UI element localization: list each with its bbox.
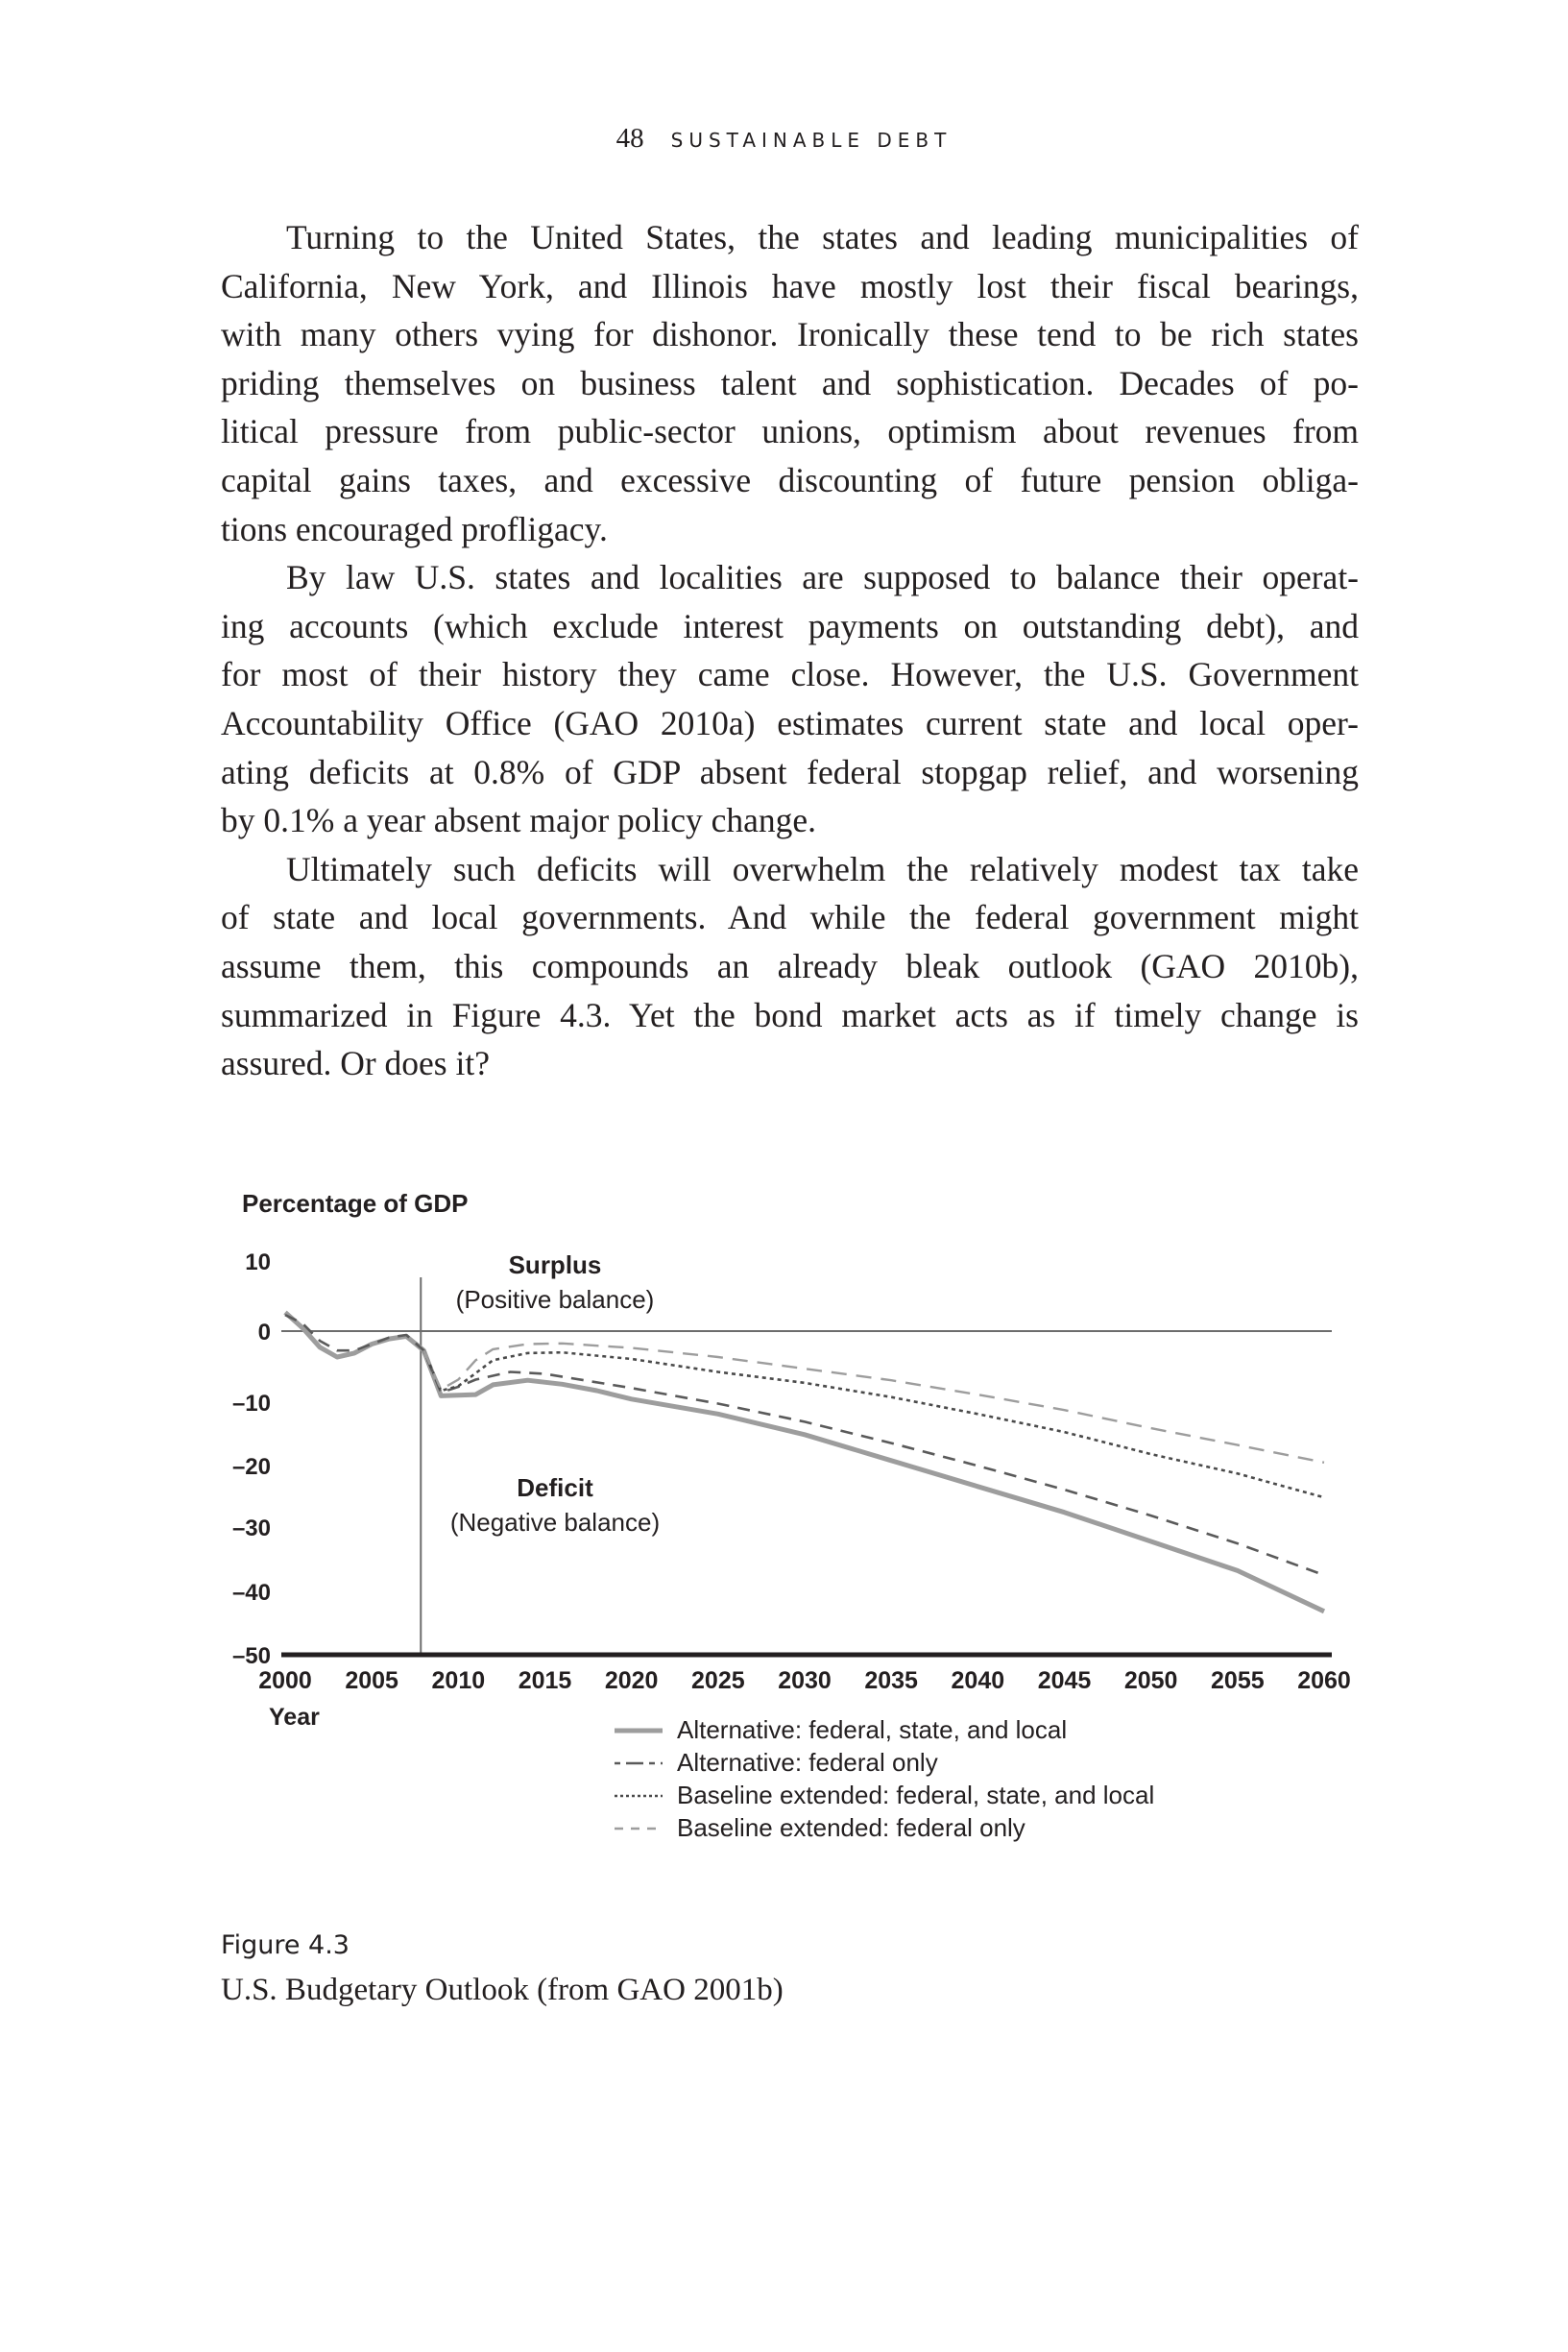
body-text-line: tions encouraged profligacy. — [221, 509, 608, 548]
series-group — [285, 1313, 1324, 1612]
legend-label: Alternative: federal only — [677, 1748, 938, 1777]
x-tick-label: 2055 — [1211, 1667, 1265, 1694]
body-text-line: with many others vying for dishonor. Ironically these tend to be rich states — [221, 315, 1359, 354]
x-tick-label: 2000 — [258, 1667, 312, 1694]
y-tick-label: –20 — [231, 1454, 271, 1480]
x-tick-label: 2050 — [1123, 1667, 1178, 1694]
x-tick-label: 2025 — [691, 1667, 745, 1694]
body-text-line: by 0.1% a year absent major policy change. — [221, 801, 817, 840]
legend-label: Baseline extended: federal, state, and local — [677, 1781, 1155, 1809]
x-tick-label: 2040 — [951, 1667, 1005, 1694]
body-text-line: ing accounts (which exclude interest payments on outstanding debt), and — [221, 606, 1359, 645]
y-tick-label: –30 — [231, 1515, 271, 1541]
body-text-line: priding themselves on business talent and sophistication. Decades of po- — [221, 363, 1359, 402]
y-tick-label: 10 — [245, 1249, 271, 1275]
x-tick-label: 2015 — [518, 1667, 572, 1694]
series-line-1 — [285, 1313, 1324, 1612]
deficit-annotation-title: Deficit — [517, 1473, 593, 1502]
y-tick-label: –10 — [231, 1391, 271, 1417]
x-tick-label: 2005 — [345, 1667, 398, 1694]
body-text-line: Accountability Office (GAO 2010a) estimates current state and local oper- — [221, 703, 1359, 742]
surplus-annotation-title: Surplus — [508, 1250, 602, 1279]
figure-title: U.S. Budgetary Outlook (from GAO 2001b) — [221, 1973, 784, 2007]
body-text-line: Turning to the United States, the states and leading municipalities of — [286, 218, 1359, 256]
body-text-line: By law U.S. states and localities are supposed to balance their operat- — [286, 558, 1359, 597]
body-text-line: for most of their history they came close. However, the U.S. Government — [221, 655, 1359, 694]
legend-label: Baseline extended: federal only — [677, 1813, 1025, 1842]
body-text-line: litical pressure from public-sector unions, optimism about revenues from — [221, 412, 1359, 451]
x-tick-label: 2010 — [431, 1667, 486, 1694]
body-text-line: ating deficits at 0.8% of GDP absent federal stopgap relief, and worsening — [221, 752, 1359, 791]
series-line-4 — [423, 1344, 1324, 1463]
page-number: 48 — [615, 123, 644, 154]
legend-label: Alternative: federal, state, and local — [677, 1715, 1068, 1744]
x-axis-label: Year — [269, 1704, 320, 1731]
body-text-line: assured. Or does it? — [221, 1044, 490, 1083]
y-axis-label: Percentage of GDP — [242, 1189, 469, 1218]
y-tick-label: 0 — [257, 1320, 271, 1346]
surplus-annotation-subtitle: (Positive balance) — [455, 1285, 655, 1314]
body-text-line: summarized in Figure 4.3. Yet the bond market acts as if timely change is — [221, 995, 1359, 1034]
deficit-annotation-subtitle: (Negative balance) — [449, 1508, 661, 1537]
body-text-line: Ultimately such deficits will overwhelm the relatively modest tax take — [286, 849, 1359, 888]
legend — [615, 1715, 1154, 1842]
body-text-line: assume them, this compounds an already bleak outlook (GAO 2010b), — [221, 946, 1359, 985]
running-head-title: SUSTAINABLE DEBT — [670, 129, 953, 152]
y-tick-label: –40 — [231, 1580, 271, 1606]
x-tick-label: 2060 — [1297, 1667, 1351, 1694]
x-tick-label: 2045 — [1037, 1667, 1092, 1694]
y-tick-label: –50 — [231, 1643, 271, 1669]
x-tick-label: 2035 — [864, 1667, 918, 1694]
x-tick-label: 2020 — [604, 1667, 659, 1694]
body-text-line: of state and local governments. And while the federal government might — [221, 898, 1359, 937]
figure-label: Figure 4.3 — [221, 1930, 350, 1960]
y-ticks — [232, 1249, 271, 1669]
body-text-line: capital gains taxes, and excessive discounting of future pension obliga- — [221, 460, 1359, 499]
x-tick-label: 2030 — [778, 1667, 832, 1694]
body-text-line: California, New York, and Illinois have mostly lost their fiscal bearings, — [221, 266, 1359, 305]
series-line-2 — [285, 1315, 1324, 1575]
x-ticks — [258, 1667, 1351, 1694]
